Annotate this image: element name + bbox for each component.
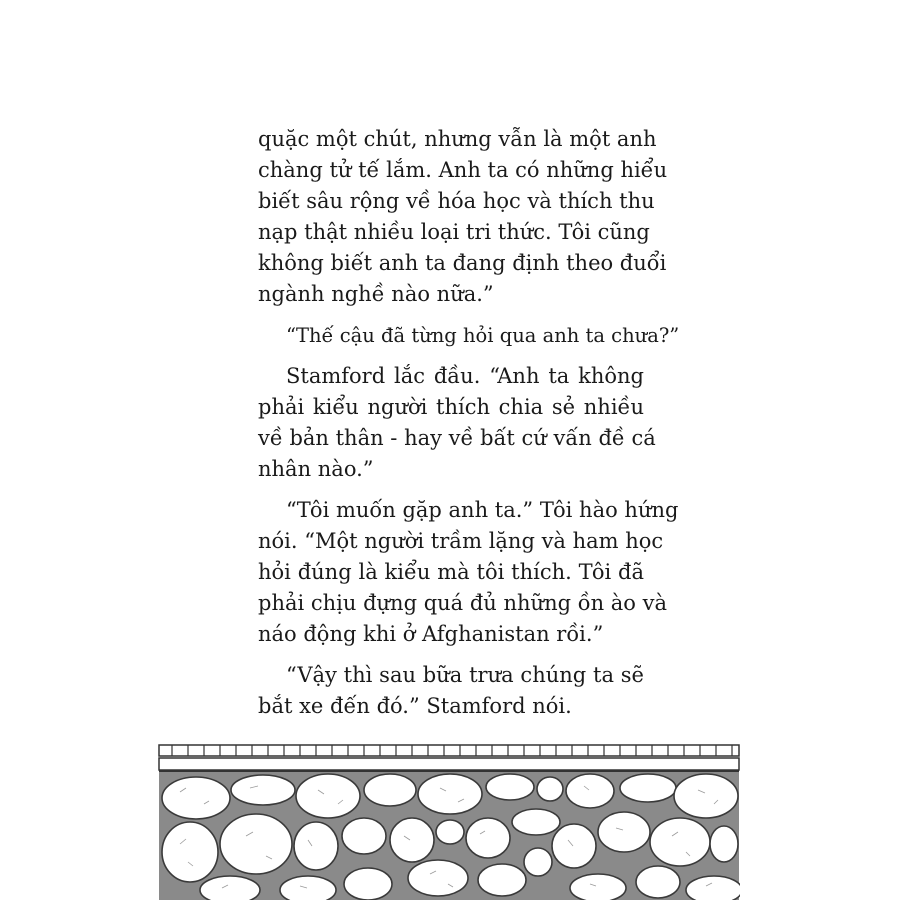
wall-stones xyxy=(162,774,740,900)
text-line: phải kiểu người thích chia sẻ nhiều xyxy=(258,395,644,419)
paragraph-4 xyxy=(258,495,679,650)
paragraph-3 xyxy=(258,361,656,485)
text-line: bắt xe đến đó.” Stamford nói. xyxy=(258,694,572,718)
text-line: ngành nghề nào nữa.” xyxy=(258,282,494,306)
paragraph-1 xyxy=(258,124,668,310)
text-line: phải chịu đựng quá đủ những ồn ào và xyxy=(258,591,667,615)
text-line: “Thế cậu đã từng hỏi qua anh ta chưa?” xyxy=(286,324,680,347)
text-line: không biết anh ta đang định theo đuổi xyxy=(258,251,667,275)
text-line: “Vậy thì sau bữa trưa chúng ta sẽ xyxy=(286,663,644,687)
text-line: “Tôi muốn gặp anh ta.” Tôi hào hứng xyxy=(286,498,679,522)
story-text xyxy=(258,124,680,732)
text-line: hỏi đúng là kiểu mà tôi thích. Tôi đã xyxy=(258,560,644,584)
text-line: Stamford lắc đầu. “Anh ta không xyxy=(286,364,644,388)
text-line: náo động khi ở Afghanistan rồi.” xyxy=(258,622,604,646)
wall-cap xyxy=(159,745,739,771)
text-line: về bản thân - hay về bất cứ vấn đề cá xyxy=(258,426,656,450)
text-line: chàng tử tế lắm. Anh ta có những hiểu xyxy=(258,158,668,182)
text-line: nói. “Một người trầm lặng và ham học xyxy=(258,529,664,553)
text-line: quặc một chút, nhưng vẫn là một anh xyxy=(258,127,657,151)
paragraph-5 xyxy=(258,660,644,722)
text-line: nạp thật nhiều loại tri thức. Tôi cũng xyxy=(258,220,650,244)
text-line: biết sâu rộng về hóa học và thích thu xyxy=(258,189,655,213)
text-line: nhân nào.” xyxy=(258,457,374,481)
paragraph-2 xyxy=(258,320,680,351)
stone-wall-illustration xyxy=(158,744,740,900)
